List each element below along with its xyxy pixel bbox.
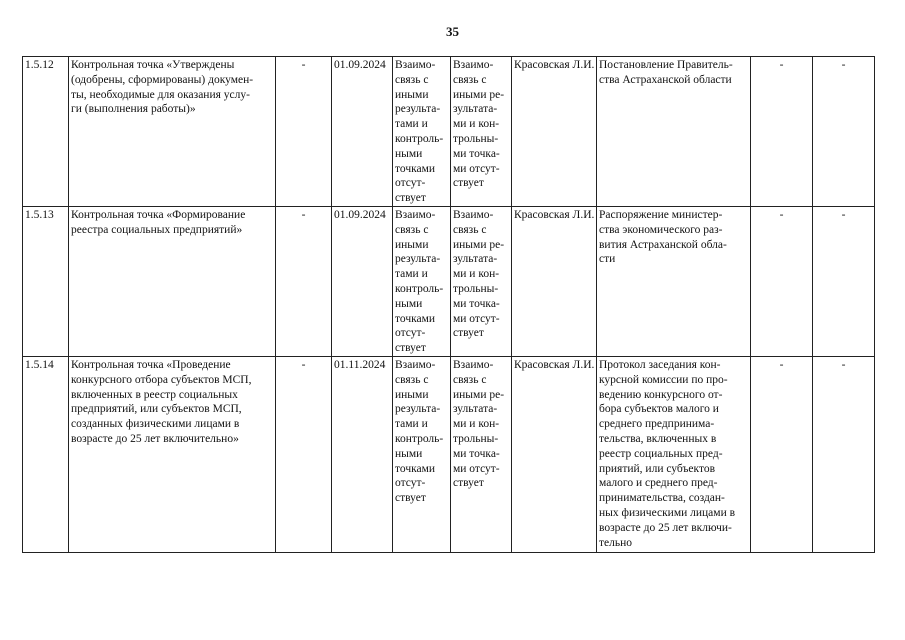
document-cell bbox=[597, 206, 751, 356]
successor-cell bbox=[451, 356, 512, 552]
control-point-title bbox=[69, 356, 276, 552]
successor-cell-line: зультата- bbox=[453, 253, 498, 266]
report-cell: - bbox=[751, 57, 813, 207]
successor-cell-line: ствует bbox=[453, 477, 484, 490]
end-date-cell: 01.09.2024 bbox=[332, 206, 393, 356]
successor-cell-line: ми отсут- bbox=[453, 162, 500, 175]
responsible-cell: Красовская Л.И. bbox=[512, 57, 597, 207]
predecessor-cell-line: связь с bbox=[395, 223, 429, 236]
document-cell-line: тельно bbox=[599, 536, 633, 549]
report-cell: - bbox=[751, 356, 813, 552]
predecessor-cell-line: результа- bbox=[395, 403, 441, 416]
document-cell-line: возрасте до 25 лет включи- bbox=[599, 521, 732, 534]
control-point-title-line: Контрольная точка «Утверждены bbox=[71, 59, 235, 71]
successor-cell-line: ми точка- bbox=[453, 447, 500, 460]
predecessor-cell-line: ными bbox=[395, 147, 423, 160]
successor-cell-line: зультата- bbox=[453, 103, 498, 116]
document-cell-line: курсной комиссии по про- bbox=[599, 373, 728, 386]
document-cell-line: тельства, включенных в bbox=[599, 432, 717, 445]
control-point-title bbox=[69, 57, 276, 207]
predecessor-cell-line: отсут- bbox=[395, 177, 426, 190]
successor-cell-line: Взаимо- bbox=[453, 208, 494, 221]
successor-cell-line: иными ре- bbox=[453, 88, 505, 101]
control-point-title-line: (одобрены, сформированы) докумен- bbox=[71, 73, 254, 86]
control-point-title-line: предприятий, или субъектов МСП, bbox=[71, 403, 242, 416]
table-row bbox=[23, 57, 875, 207]
predecessor-cell-line: Взаимо- bbox=[395, 208, 436, 221]
predecessor-cell bbox=[393, 356, 451, 552]
row-number: 1.5.13 bbox=[23, 206, 69, 356]
remark-cell: - bbox=[813, 206, 875, 356]
predecessor-cell-line: контроль- bbox=[395, 282, 444, 295]
successor-cell-line: ми и кон- bbox=[453, 118, 500, 131]
successor-cell-line: зультата- bbox=[453, 403, 498, 416]
document-cell-line: ных физическими лицами в bbox=[599, 506, 736, 519]
start-date-cell: - bbox=[276, 57, 332, 207]
predecessor-cell-line: иными bbox=[395, 238, 429, 251]
predecessor-cell bbox=[393, 57, 451, 207]
document-cell-line: вития Астраханской обла- bbox=[599, 238, 727, 251]
successor-cell-line: ствует bbox=[453, 177, 484, 190]
page-number: 35 bbox=[446, 24, 459, 39]
successor-cell bbox=[451, 206, 512, 356]
control-point-title bbox=[69, 206, 276, 356]
document-cell-line: сти bbox=[599, 253, 616, 266]
document-cell-line: бора субъектов малого и bbox=[599, 403, 719, 416]
successor-cell-line: ми точка- bbox=[453, 297, 500, 310]
control-point-title-line: Контрольная точка «Проведение bbox=[71, 358, 231, 371]
start-date-cell: - bbox=[276, 206, 332, 356]
control-point-title-line: включенных в реестр социальных bbox=[71, 388, 238, 401]
document-cell-line: Протокол заседания кон- bbox=[599, 358, 721, 371]
predecessor-cell-line: Взаимо- bbox=[395, 59, 436, 71]
document-cell-line: Распоряжение министер- bbox=[599, 208, 723, 221]
document-cell-line: малого и среднего пред- bbox=[599, 477, 718, 490]
predecessor-cell-line: ными bbox=[395, 297, 423, 310]
remark-cell: - bbox=[813, 356, 875, 552]
predecessor-cell-line: точками bbox=[395, 462, 436, 475]
successor-cell-line: иными ре- bbox=[453, 238, 505, 251]
successor-cell-line: ствует bbox=[453, 327, 484, 340]
start-date-cell: - bbox=[276, 356, 332, 552]
successor-cell-line: связь с bbox=[453, 73, 487, 86]
successor-cell-line: трольны- bbox=[453, 282, 499, 295]
predecessor-cell-line: контроль- bbox=[395, 432, 444, 445]
table-row bbox=[23, 356, 875, 552]
responsible-cell: Красовская Л.И. bbox=[512, 356, 597, 552]
predecessor-cell-line: результа- bbox=[395, 253, 441, 266]
successor-cell bbox=[451, 57, 512, 207]
predecessor-cell-line: результа- bbox=[395, 103, 441, 116]
control-point-title-line: ги (выполнения работы)» bbox=[71, 103, 196, 116]
document-cell-line: ства экономического раз- bbox=[599, 223, 723, 236]
document-cell-line: ведению конкурсного от- bbox=[599, 388, 723, 401]
predecessor-cell-line: связь с bbox=[395, 373, 429, 386]
end-date-cell: 01.11.2024 bbox=[332, 356, 393, 552]
control-point-title-line: возрасте до 25 лет включительно» bbox=[71, 432, 239, 445]
predecessor-cell-line: тами и bbox=[395, 268, 428, 281]
responsible-cell: Красовская Л.И. bbox=[512, 206, 597, 356]
successor-cell-line: трольны- bbox=[453, 432, 499, 445]
successor-cell-line: трольны- bbox=[453, 132, 499, 145]
predecessor-cell-line: иными bbox=[395, 88, 429, 101]
control-point-title-line: реестра социальных предприятий» bbox=[71, 223, 243, 236]
predecessor-cell-line: точками bbox=[395, 312, 436, 325]
predecessor-cell-line: ствует bbox=[395, 192, 426, 205]
predecessor-cell bbox=[393, 206, 451, 356]
predecessor-cell-line: отсут- bbox=[395, 477, 426, 490]
document-cell-line: среднего предпринима- bbox=[599, 418, 715, 431]
row-number: 1.5.14 bbox=[23, 356, 69, 552]
predecessor-cell-line: точками bbox=[395, 162, 436, 175]
predecessor-cell-line: тами и bbox=[395, 118, 428, 131]
successor-cell-line: ми точка- bbox=[453, 147, 500, 160]
document-cell-line: реестр социальных пред- bbox=[599, 447, 723, 460]
successor-cell-line: ми отсут- bbox=[453, 462, 500, 475]
document-cell-line: Постановление Правитель- bbox=[599, 59, 733, 71]
predecessor-cell-line: связь с bbox=[395, 73, 429, 86]
report-cell: - bbox=[751, 206, 813, 356]
remark-cell: - bbox=[813, 57, 875, 207]
control-points-table bbox=[22, 56, 875, 553]
document-cell-line: ства Астраханской области bbox=[599, 73, 732, 86]
document-cell-line: приятий, или субъектов bbox=[599, 462, 716, 475]
successor-cell-line: ми и кон- bbox=[453, 268, 500, 281]
document-cell bbox=[597, 356, 751, 552]
predecessor-cell-line: отсут- bbox=[395, 327, 426, 340]
predecessor-cell-line: тами и bbox=[395, 418, 428, 431]
end-date-cell: 01.09.2024 bbox=[332, 57, 393, 207]
predecessor-cell-line: ствует bbox=[395, 342, 426, 355]
row-number: 1.5.12 bbox=[23, 57, 69, 207]
control-point-title-line: Контрольная точка «Формирование bbox=[71, 208, 246, 221]
document-cell-line: принимательства, создан- bbox=[599, 492, 725, 505]
successor-cell-line: иными ре- bbox=[453, 388, 505, 401]
control-point-title-line: ты, необходимые для оказания услу- bbox=[71, 88, 250, 101]
successor-cell-line: ми отсут- bbox=[453, 312, 500, 325]
predecessor-cell-line: ными bbox=[395, 447, 423, 460]
predecessor-cell-line: Взаимо- bbox=[395, 358, 436, 371]
successor-cell-line: Взаимо- bbox=[453, 59, 494, 71]
table-row bbox=[23, 206, 875, 356]
successor-cell-line: связь с bbox=[453, 223, 487, 236]
control-point-title-line: созданных физическими лицами в bbox=[71, 418, 240, 431]
successor-cell-line: ми и кон- bbox=[453, 418, 500, 431]
predecessor-cell-line: контроль- bbox=[395, 132, 444, 145]
successor-cell-line: Взаимо- bbox=[453, 358, 494, 371]
predecessor-cell-line: ствует bbox=[395, 492, 426, 505]
successor-cell-line: связь с bbox=[453, 373, 487, 386]
predecessor-cell-line: иными bbox=[395, 388, 429, 401]
document-cell bbox=[597, 57, 751, 207]
control-point-title-line: конкурсного отбора субъектов МСП, bbox=[71, 373, 252, 386]
